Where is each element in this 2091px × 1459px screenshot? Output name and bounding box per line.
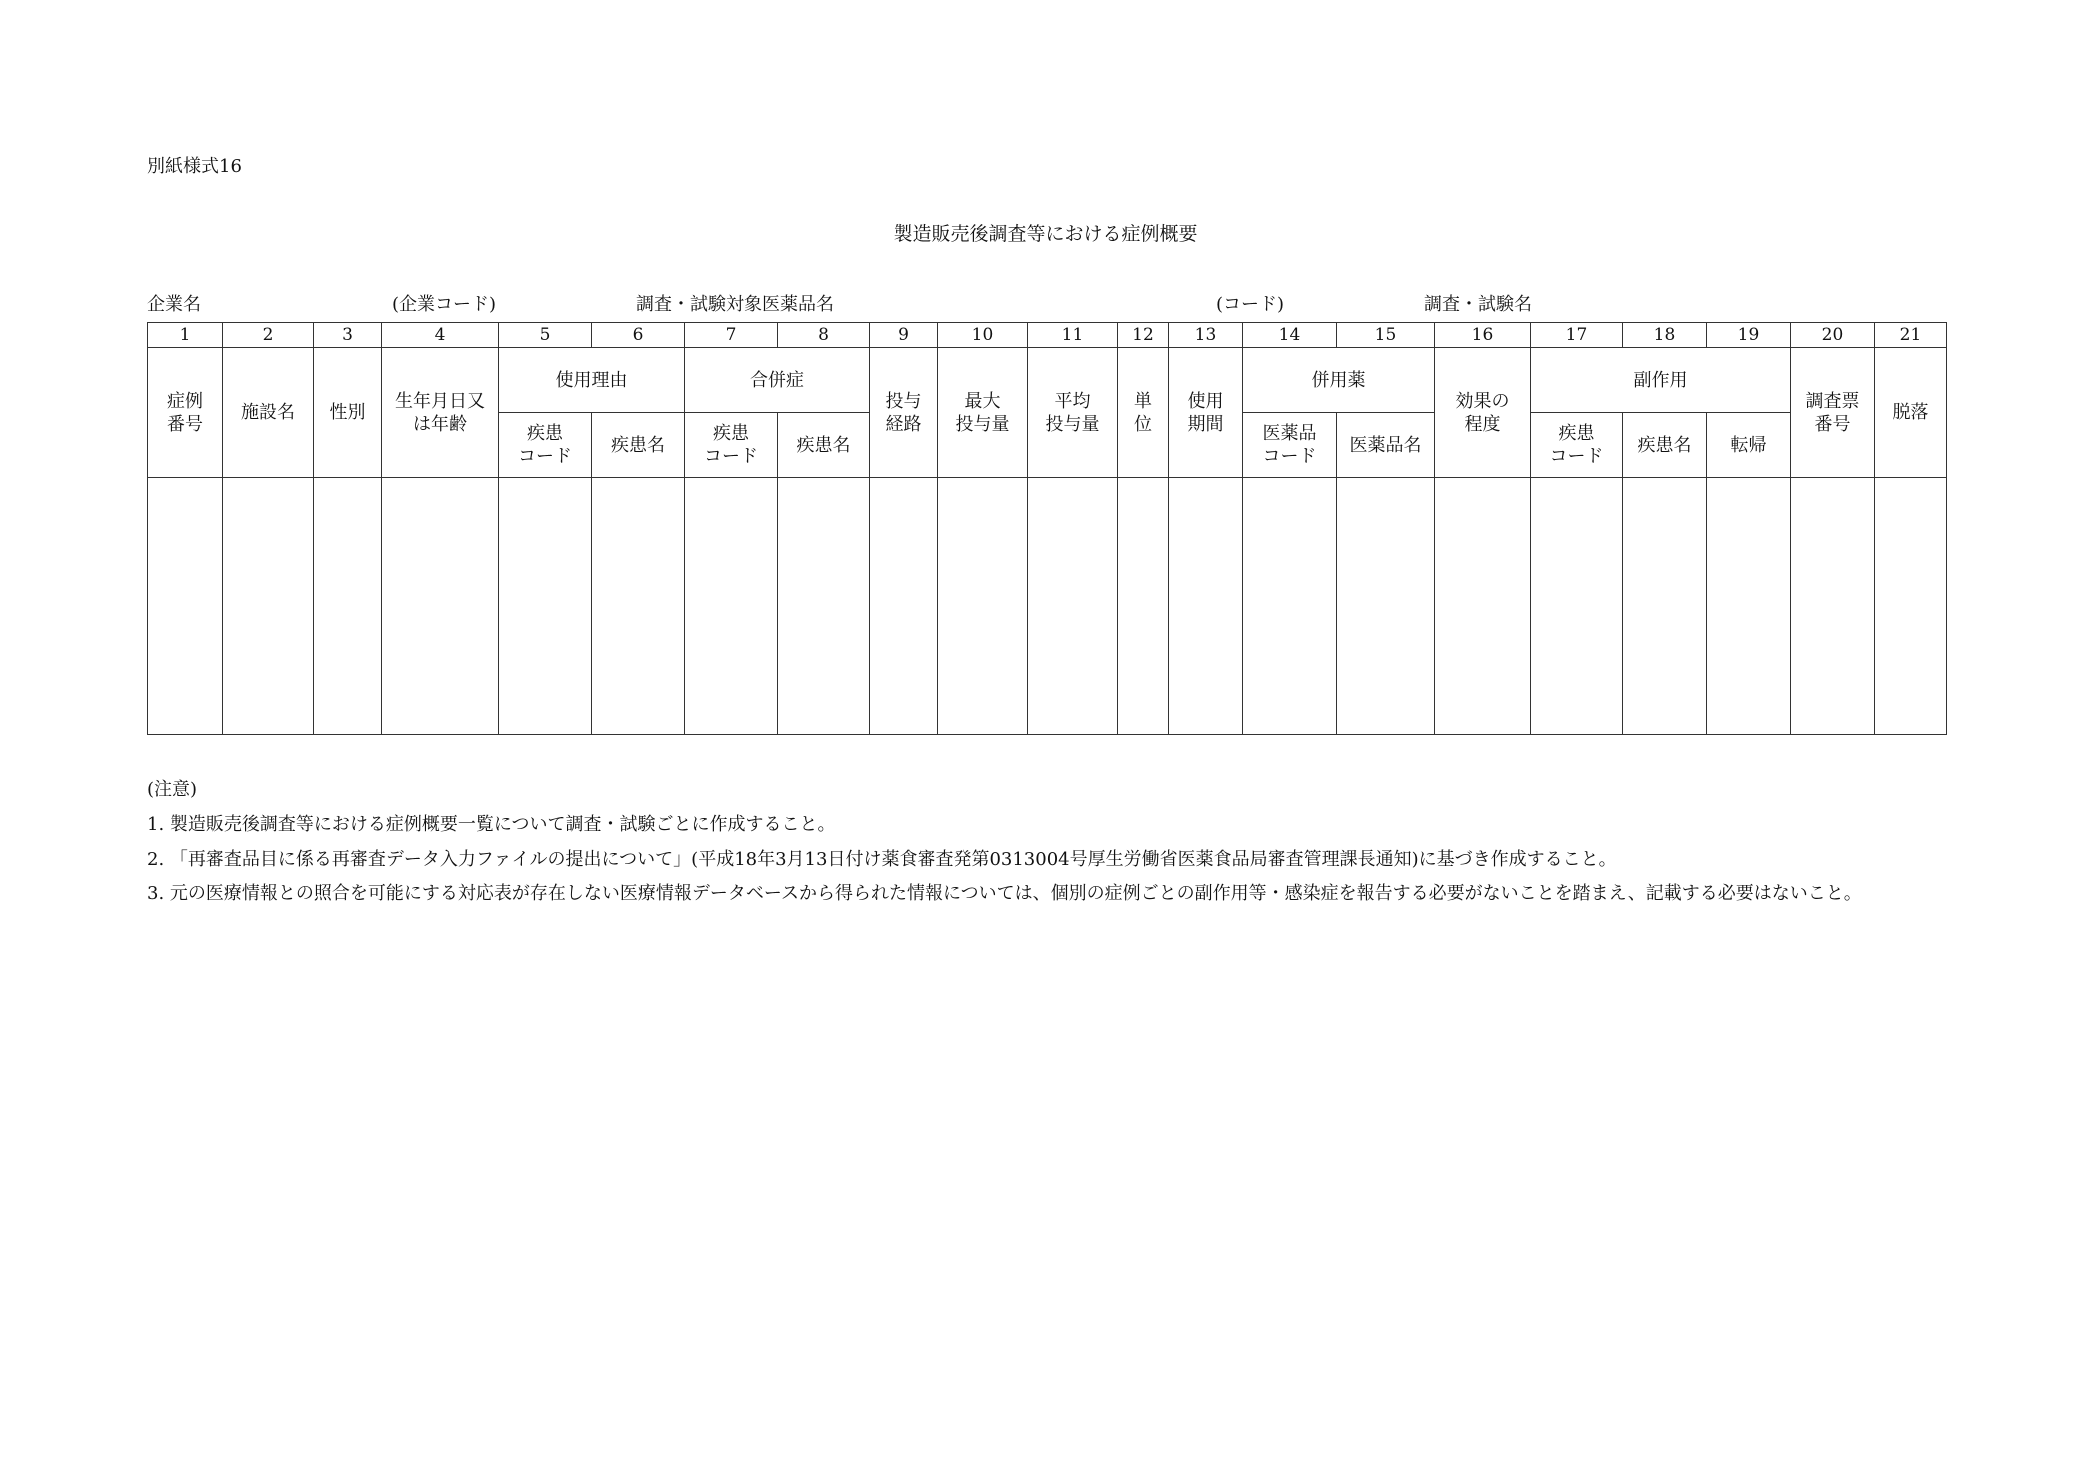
company-name-label: 企業名 <box>147 294 201 315</box>
table-cell <box>870 478 938 735</box>
table-cell <box>592 478 685 735</box>
column-number: 4 <box>382 323 499 348</box>
note-item: 2. 「再審査品目に係る再審査データ入力ファイルの提出について」(平成18年3月13日付け薬食審査発第0313004号厚生労働省医薬食品局審査管理課長通知)に基づき作成すること。 <box>147 849 1617 870</box>
header-reason-group <box>499 348 685 413</box>
table-cell <box>1028 478 1118 735</box>
column-number: 16 <box>1435 323 1531 348</box>
table-cell <box>1707 478 1791 735</box>
header-efficacy <box>1435 348 1531 478</box>
target-drug-label: 調査・試験対象医薬品名 <box>636 294 834 315</box>
column-number: 19 <box>1707 323 1791 348</box>
column-number: 1 <box>148 323 223 348</box>
column-number: 20 <box>1791 323 1875 348</box>
header-birth-age <box>382 348 499 478</box>
header-label: 施設名 <box>241 402 295 423</box>
header-dropout <box>1875 348 1947 478</box>
table-cell <box>382 478 499 735</box>
table-cell <box>499 478 592 735</box>
column-number: 6 <box>592 323 685 348</box>
column-number: 7 <box>685 323 778 348</box>
header-adverse-group <box>1531 348 1791 413</box>
column-number-row <box>148 323 1947 348</box>
table-cell <box>1337 478 1435 735</box>
header-label: 疾患名 <box>1637 434 1692 456</box>
header-complication-name <box>778 413 870 478</box>
table-cell <box>938 478 1028 735</box>
header-label: 調査票 番号 <box>1805 390 1860 435</box>
column-number: 14 <box>1243 323 1337 348</box>
header-reason-name <box>592 413 685 478</box>
header-outcome <box>1707 413 1791 478</box>
header-label: 単 位 <box>1134 390 1152 435</box>
column-number: 12 <box>1118 323 1169 348</box>
header-unit <box>1118 348 1169 478</box>
header-adverse-name <box>1623 413 1707 478</box>
table-cell <box>1791 478 1875 735</box>
column-number: 2 <box>223 323 314 348</box>
drug-code-label: (コード) <box>1216 294 1285 315</box>
column-number: 17 <box>1531 323 1623 348</box>
study-name-label: 調査・試験名 <box>1424 294 1532 315</box>
column-number: 9 <box>870 323 938 348</box>
case-summary-table <box>147 322 1947 735</box>
header-label: 脱落 <box>1892 402 1929 423</box>
table-cell <box>1169 478 1243 735</box>
table-cell <box>1243 478 1337 735</box>
header-sex <box>314 348 382 478</box>
header-label: 疾患 コード <box>518 423 572 467</box>
header-label: 疾患 コード <box>704 423 758 467</box>
notes-heading: (注意) <box>147 779 198 800</box>
header-complication-code <box>685 413 778 478</box>
column-number: 18 <box>1623 323 1707 348</box>
header-label: 転帰 <box>1730 434 1767 456</box>
header-label: 平均 投与量 <box>1045 390 1100 435</box>
header-route <box>870 348 938 478</box>
table-cell <box>223 478 314 735</box>
table-cell <box>778 478 870 735</box>
header-complication-group <box>685 348 870 413</box>
header-facility <box>223 348 314 478</box>
header-label: 効果の 程度 <box>1455 390 1510 435</box>
column-number: 5 <box>499 323 592 348</box>
header-label: 最大 投与量 <box>955 390 1010 435</box>
table-cell <box>1435 478 1531 735</box>
table-row <box>148 478 1947 735</box>
header-label: 症例 番号 <box>167 390 203 435</box>
column-number: 21 <box>1875 323 1947 348</box>
table-cell <box>1623 478 1707 735</box>
header-max-dose <box>938 348 1028 478</box>
header-survey-number <box>1791 348 1875 478</box>
header-label: 副作用 <box>1633 369 1688 391</box>
header-concomitant-code <box>1243 413 1337 478</box>
header-label: 医薬品名 <box>1349 434 1422 456</box>
column-number: 11 <box>1028 323 1118 348</box>
page-title: 製造販売後調査等における症例概要 <box>893 223 1198 245</box>
note-item: 3. 元の医療情報との照合を可能にする対応表が存在しない医療情報データベースから得られた情報については、個別の症例ごとの副作用等・感染症を報告する必要がないことを踏まえ、記載する必要はないこと。 <box>147 883 1862 904</box>
table-cell <box>1118 478 1169 735</box>
header-label: 投与 経路 <box>885 390 922 435</box>
table-cell <box>685 478 778 735</box>
header-adverse-code <box>1531 413 1623 478</box>
header-label: 疾患名 <box>796 434 851 456</box>
header-duration <box>1169 348 1243 478</box>
header-case-number <box>148 348 223 478</box>
header-row-1 <box>148 348 1947 413</box>
column-number: 15 <box>1337 323 1435 348</box>
header-avg-dose <box>1028 348 1118 478</box>
header-label: 使用理由 <box>555 369 628 391</box>
table-cell <box>1531 478 1623 735</box>
column-number: 8 <box>778 323 870 348</box>
header-label: 使用 期間 <box>1187 390 1224 435</box>
column-number: 3 <box>314 323 382 348</box>
header-concomitant-group <box>1243 348 1435 413</box>
header-concomitant-name <box>1337 413 1435 478</box>
column-number: 10 <box>938 323 1028 348</box>
company-code-label: (企業コード) <box>392 294 497 315</box>
table-cell <box>148 478 223 735</box>
header-label: 疾患 コード <box>1549 423 1604 467</box>
table-cell <box>314 478 382 735</box>
table-cell <box>1875 478 1947 735</box>
header-label: 生年月日又 は年齢 <box>395 390 485 435</box>
header-label: 医薬品 コード <box>1262 423 1317 467</box>
form-label: 別紙様式16 <box>147 156 242 177</box>
note-item: 1. 製造販売後調査等における症例概要一覧について調査・試験ごとに作成すること。 <box>147 814 836 835</box>
column-number: 13 <box>1169 323 1243 348</box>
header-label: 疾患名 <box>611 434 665 456</box>
header-label: 併用薬 <box>1311 369 1366 391</box>
header-reason-code <box>499 413 592 478</box>
header-label: 性別 <box>329 402 366 423</box>
header-label: 合併症 <box>750 369 804 391</box>
